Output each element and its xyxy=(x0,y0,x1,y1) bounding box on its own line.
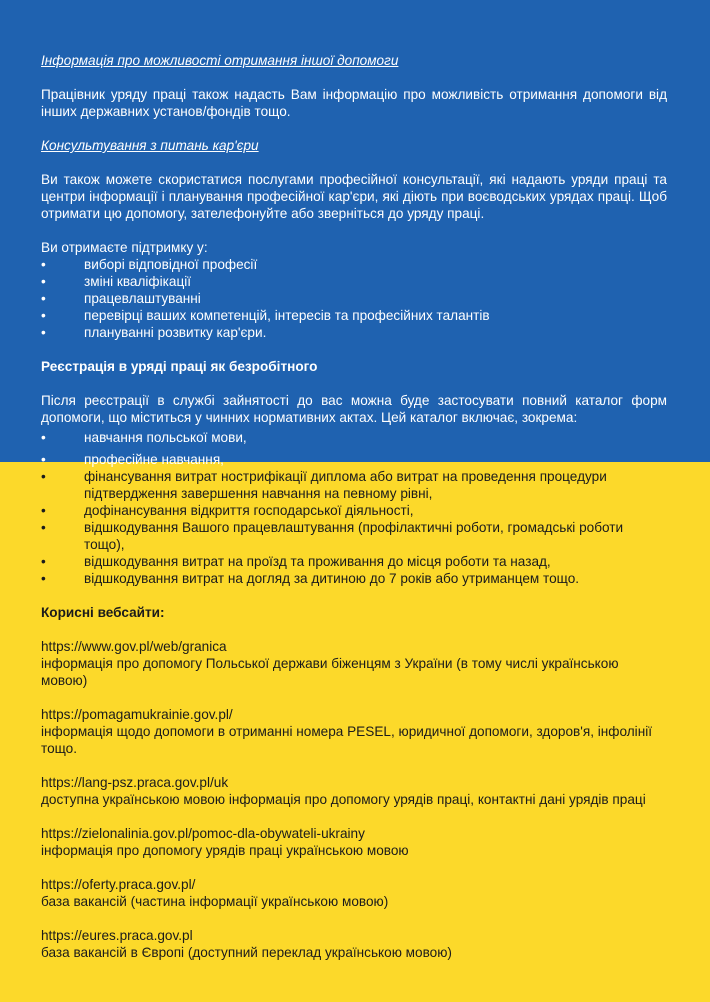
support-list xyxy=(41,256,667,341)
list-item: • перевірці ваших компетенцій, інтересів та професійних талантів xyxy=(41,308,490,323)
website-entry xyxy=(41,927,667,961)
bullet-icon: • xyxy=(41,554,46,569)
website-entry xyxy=(41,638,667,689)
website-description: інформація про допомогу Польської держави біженцям з України (в тому числі українською мовою) xyxy=(41,656,619,688)
bullet-icon: • xyxy=(41,308,46,323)
document-body xyxy=(41,52,667,961)
website-description: база вакансій в Європі (доступний переклад українською мовою) xyxy=(41,945,452,960)
bullet-icon: • xyxy=(41,452,46,467)
list-item: • плануванні розвитку кар'єри. xyxy=(41,325,267,340)
list-item: • виборі відповідної професії xyxy=(41,257,258,272)
bullet-icon: • xyxy=(41,430,46,445)
website-entry xyxy=(41,825,667,859)
website-link[interactable]: https://eures.praca.gov.pl xyxy=(41,928,193,943)
website-link[interactable]: https://oferty.praca.gov.pl/ xyxy=(41,877,196,892)
list-item: • відшкодування витрат на проїзд та проживання до місця роботи та назад, xyxy=(41,554,551,569)
list-item: • зміні кваліфікації xyxy=(41,274,192,289)
other-help-text: Працівник уряду праці також надасть Вам інформацію про можливість отримання допомоги від інших державних установ/фондів тощо. xyxy=(41,87,667,119)
website-link[interactable]: https://www.gov.pl/web/granica xyxy=(41,639,227,654)
bullet-icon: • xyxy=(41,520,46,535)
bullet-icon: • xyxy=(41,571,46,586)
website-description: доступна українською мовою інформація про допомогу урядів праці, контактні дані урядів праці xyxy=(41,792,646,807)
website-description: база вакансій (частина інформації українською мовою) xyxy=(41,894,389,909)
registration-text: Після реєстрації в службі зайнятості до вас можна буде застосувати повний каталог форм допомоги, що міститься у чинних нормативних актах. Цей каталог включає, зокрема: xyxy=(41,393,667,425)
bullet-icon: • xyxy=(41,291,46,306)
registration-heading: Реєстрація в уряді праці як безробітного xyxy=(41,359,318,374)
website-link[interactable]: https://lang-psz.praca.gov.pl/uk xyxy=(41,775,229,790)
career-counseling-heading: Консультування з питань кар'єри xyxy=(41,138,259,153)
list-item: • фінансування витрат нострифікації диплома або витрат на проведення процедури підтвердження завершення навчання на певному рівні, xyxy=(41,469,607,501)
list-item: • відшкодування витрат на догляд за дитиною до 7 років або утриманцем тощо. xyxy=(41,571,580,586)
website-link[interactable]: https://zielonalinia.gov.pl/pomoc-dla-obywateli-ukrainy xyxy=(41,826,365,841)
websites-heading: Корисні вебсайти: xyxy=(41,605,165,620)
list-item: • відшкодування Вашого працевлаштування (профілактичні роботи, громадські роботи тощо), xyxy=(41,520,624,552)
website-description: інформація про допомогу урядів праці українською мовою xyxy=(41,843,409,858)
website-link[interactable]: https://pomagamukrainie.gov.pl/ xyxy=(41,707,233,722)
registration-list xyxy=(41,426,667,587)
list-item: • навчання польської мови, xyxy=(41,426,667,449)
bullet-icon: • xyxy=(41,325,46,340)
list-item: • працевлаштуванні xyxy=(41,291,201,306)
website-entry xyxy=(41,774,667,808)
website-entry xyxy=(41,876,667,910)
bullet-icon: • xyxy=(41,503,46,518)
career-counseling-text: Ви також можете скористатися послугами професійної консультації, які надають уряди праці та центри інформації і планування професійної кар'єри, які діють при воєводських урядах праці. Щоб отримати цю допомогу, зателефонуйте або зверніться до уряду праці. xyxy=(41,172,667,221)
other-help-heading: Інформація про можливості отримання іншої допомоги xyxy=(41,53,399,68)
support-intro: Ви отримаєте підтримку у: xyxy=(41,240,208,255)
bullet-icon: • xyxy=(41,274,46,289)
bullet-icon: • xyxy=(41,257,46,272)
website-entry xyxy=(41,706,667,757)
website-description: інформація щодо допомоги в отриманні номера PESEL, юридичної допомоги, здоров'я, інфолінії тощо. xyxy=(41,724,653,756)
bullet-icon: • xyxy=(41,469,46,484)
list-item: • професійне навчання, xyxy=(41,452,224,467)
list-item: • дофінансування відкриття господарської діяльності, xyxy=(41,503,414,518)
